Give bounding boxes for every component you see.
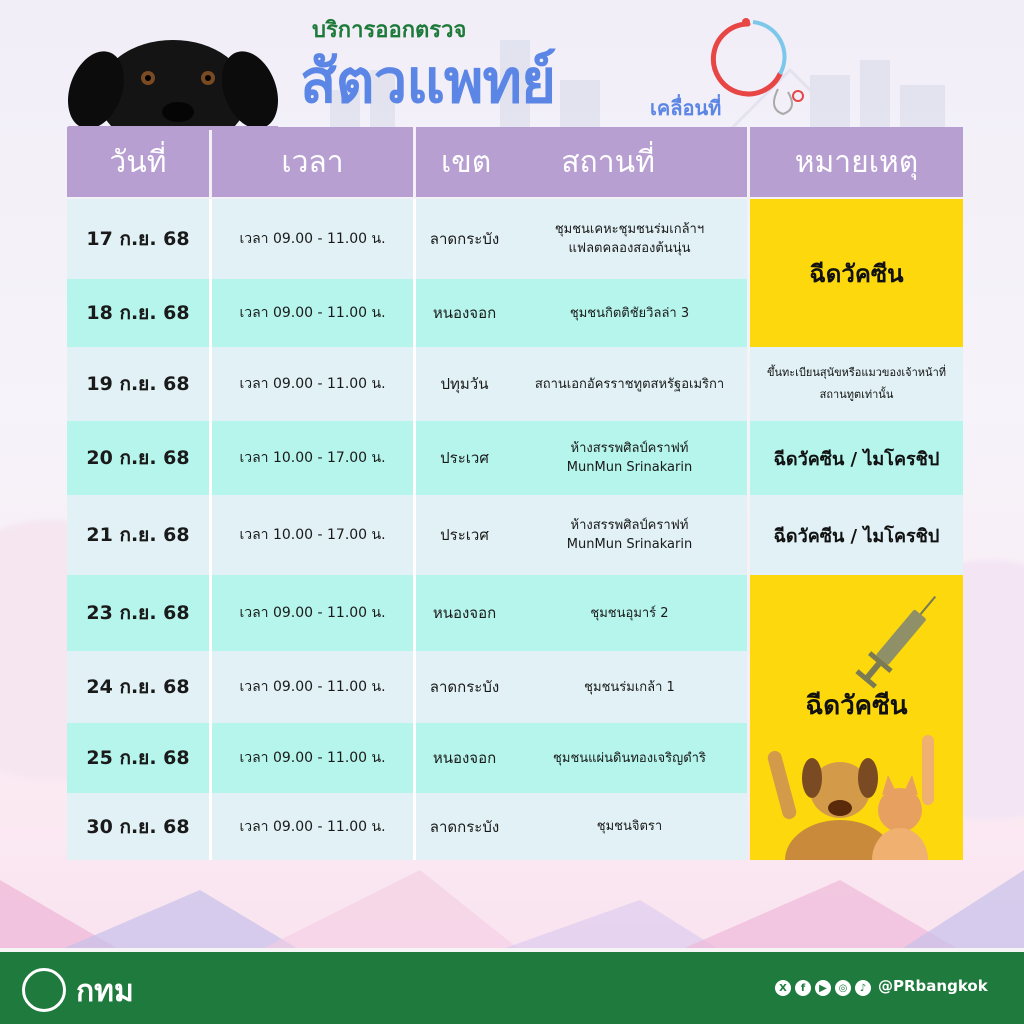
- bma-seal-logo: [22, 968, 66, 1012]
- column-header-date: [67, 127, 209, 197]
- bma-logo-text: กทม: [76, 974, 134, 1009]
- column-header-label: เวลา: [281, 144, 344, 180]
- note-registration: ขึ้นทะเบียนสุนัขหรือแมวของเจ้าหน้าที่ สถานทูตเท่านั้น: [750, 347, 963, 421]
- place-cell: ชุมชนอุมาร์ 2: [590, 605, 669, 621]
- district-cell: ลาดกระบัง: [429, 678, 500, 696]
- table-row: [67, 723, 747, 793]
- place-cell: ชุมชนร่มเกล้า 1: [584, 679, 675, 695]
- time-cell: เวลา 10.00 - 17.00 น.: [239, 450, 386, 466]
- time-cell: เวลา 09.00 - 11.00 น.: [239, 231, 386, 247]
- black-dog-illustration: [68, 30, 278, 130]
- table-row: [67, 199, 747, 279]
- date-cell: 23 ก.ย. 68: [86, 602, 190, 624]
- time-cell: เวลา 10.00 - 17.00 น.: [239, 527, 386, 543]
- table-row: [67, 279, 747, 347]
- time-cell: เวลา 09.00 - 11.00 น.: [239, 750, 386, 766]
- instagram-icon[interactable]: ◎: [835, 980, 851, 996]
- note-vaccine-label: ฉีดวัคซีน: [805, 691, 908, 721]
- time-cell: เวลา 09.00 - 11.00 น.: [239, 376, 386, 392]
- date-cell: 30 ก.ย. 68: [86, 815, 190, 838]
- column-header-label: หมายเหตุ: [794, 144, 919, 180]
- place-cell: ชุมชนจิตรา: [596, 819, 663, 834]
- district-cell: ประเวศ: [440, 449, 489, 467]
- district-cell: ปทุมวัน: [440, 375, 489, 393]
- dog-and-cat-illustration: [750, 730, 963, 860]
- facebook-icon[interactable]: f: [795, 980, 811, 996]
- x-icon[interactable]: X: [775, 980, 791, 996]
- place-cell: ห้างสรรพศิลป์คราฟท์ MunMun Srinakarin: [566, 518, 693, 552]
- date-cell: 17 ก.ย. 68: [86, 228, 190, 250]
- time-cell: เวลา 09.00 - 11.00 น.: [239, 679, 386, 695]
- column-header-label: สถานที่: [561, 144, 655, 180]
- date-cell: 21 ก.ย. 68: [86, 524, 190, 546]
- note-vaccine-panel: [750, 575, 963, 860]
- place-cell: สถานเอกอัครราชทูตสหรัฐอเมริกา: [534, 376, 725, 392]
- note-vaccine-microchip: ฉีดวัคซีน / ไมโครชิป: [750, 421, 963, 495]
- column-header-time: [212, 127, 413, 197]
- column-header-label: เขต: [441, 144, 492, 180]
- date-cell: 24 ก.ย. 68: [86, 676, 190, 698]
- district-cell: หนองจอก: [432, 749, 497, 767]
- time-cell: เวลา 09.00 - 11.00 น.: [239, 305, 386, 321]
- header-title: สัตวแพทย์: [300, 47, 556, 117]
- note-vaccine-microchip: ฉีดวัคซีน / ไมโครชิป: [750, 495, 963, 575]
- table-row: [67, 575, 747, 651]
- district-cell: หนองจอก: [432, 604, 497, 622]
- district-cell: ประเวศ: [440, 526, 489, 544]
- time-cell: เวลา 09.00 - 11.00 น.: [239, 605, 386, 621]
- district-cell: ลาดกระบัง: [429, 817, 500, 836]
- place-cell: ห้างสรรพศิลป์คราฟท์ MunMun Srinakarin: [566, 441, 693, 475]
- time-cell: เวลา 09.00 - 11.00 น.: [239, 818, 386, 835]
- date-cell: 25 ก.ย. 68: [86, 747, 190, 769]
- note-vaccine: ฉีดวัคซีน: [750, 199, 963, 347]
- table-row: [67, 651, 747, 723]
- table-row: [67, 793, 747, 860]
- youtube-icon[interactable]: ▶: [815, 980, 831, 996]
- column-header-label: วันที่: [109, 144, 167, 180]
- table-row: [67, 347, 747, 421]
- district-cell: ลาดกระบัง: [429, 230, 500, 248]
- header-title-suffix: เคลื่อนที่: [650, 96, 722, 120]
- date-cell: 18 ก.ย. 68: [86, 302, 190, 324]
- table-row: [67, 495, 747, 575]
- schedule-table: [67, 127, 963, 860]
- bottom-geometric-decoration: [0, 860, 1024, 950]
- column-header-note: [750, 127, 963, 197]
- social-icons: [775, 980, 871, 996]
- place-cell: ชุมชนแผ่นดินทองเจริญดำริ: [553, 750, 706, 766]
- syringe-icon: [838, 581, 958, 701]
- tiktok-icon[interactable]: ♪: [855, 980, 871, 996]
- date-cell: 19 ก.ย. 68: [86, 373, 190, 395]
- table-row: [67, 421, 747, 495]
- place-cell: ชุมชนกิตติชัยวิลล่า 3: [569, 305, 690, 321]
- social-handle[interactable]: @PRbangkok: [878, 977, 988, 995]
- footer-bar: [0, 948, 1024, 1024]
- stethoscope-icon: [708, 14, 828, 124]
- place-cell: ชุมชนเคหะชุมชนร่มเกล้าฯ แฟลตคลองสองต้นนุ่น: [554, 222, 705, 256]
- column-header-district-place: [416, 127, 747, 197]
- header-subtitle: บริการออกตรวจ: [312, 18, 467, 43]
- date-cell: 20 ก.ย. 68: [86, 447, 190, 469]
- district-cell: หนองจอก: [432, 304, 497, 322]
